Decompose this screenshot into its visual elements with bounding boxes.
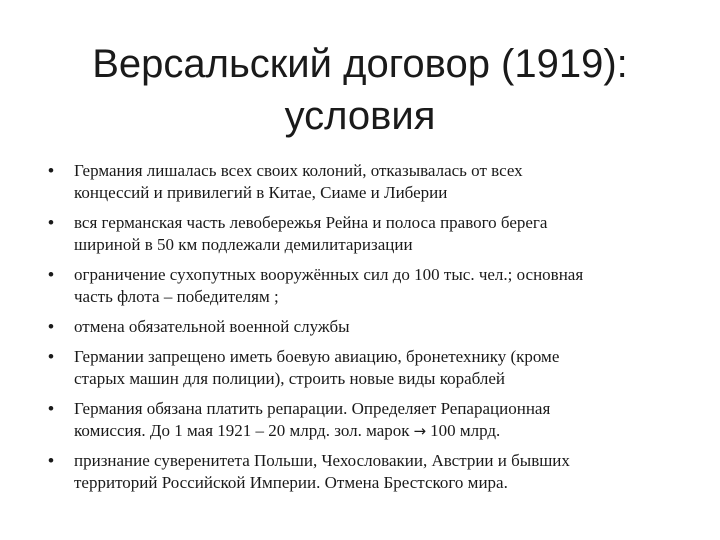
slide-title (40, 38, 680, 142)
bullet-item-weapons-ban (48, 346, 688, 390)
bullet-list (48, 160, 688, 502)
bullet-icon: • (48, 399, 54, 418)
bullet-item-colonies (48, 160, 688, 204)
bullet-text-line-with-arrow (74, 420, 688, 442)
bullet-item-reparations (48, 398, 688, 442)
bullet-text-segment: 100 млрд. (430, 421, 501, 440)
bullet-text-line: территорий Российской Империи. Отмена Брестского мира. (74, 473, 508, 492)
bullet-text-segment: комиссия. До 1 мая 1921 – 20 млрд. зол. марок (74, 421, 410, 440)
bullet-icon: • (48, 347, 54, 366)
bullet-item-sovereignty (48, 450, 688, 494)
bullet-text-line: старых машин для полиции), строить новые виды кораблей (74, 369, 506, 388)
bullet-text-line: вся германская часть левобережья Рейна и полоса правого берега (74, 213, 548, 232)
bullet-icon: • (48, 161, 54, 180)
bullet-item-conscription (48, 316, 688, 338)
bullet-text-line: шириной в 50 км подлежали демилитаризации (74, 235, 413, 254)
bullet-text-line: Германии запрещено иметь боевую авиацию, бронетехнику (кроме (74, 347, 560, 366)
bullet-icon: • (48, 213, 54, 232)
bullet-icon: • (48, 451, 54, 470)
bullet-icon: • (48, 317, 54, 336)
bullet-text-line: часть флота – победителям ; (74, 287, 279, 306)
bullet-text-line: ограничение сухопутных вооружённых сил до 100 тыс. чел.; основная (74, 265, 584, 284)
bullet-text-line: Германия лишалась всех своих колоний, отказывалась от всех (74, 161, 523, 180)
bullet-icon: • (48, 265, 54, 284)
bullet-text-line: отмена обязательной военной службы (74, 317, 350, 336)
slide-title-line-1: Версальский договор (1919): (92, 42, 628, 86)
slide-title-line-2: условия (284, 94, 436, 138)
arrow-right-icon: → (413, 422, 427, 440)
bullet-text-line: признание суверенитета Польши, Чехословакии, Австрии и бывших (74, 451, 570, 470)
bullet-item-army-limit (48, 264, 688, 308)
bullet-text-line: Германия обязана платить репарации. Определяет Репарационная (74, 399, 551, 418)
bullet-item-rhine (48, 212, 688, 256)
bullet-text-line: концессий и привилегий в Китае, Сиаме и Либерии (74, 183, 448, 202)
